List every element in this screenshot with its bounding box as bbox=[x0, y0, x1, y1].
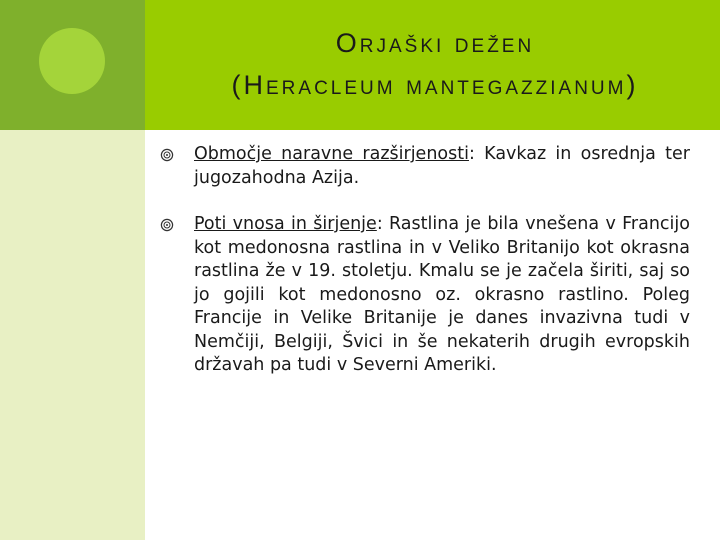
title-line-1: Orjaški dežen bbox=[335, 28, 535, 58]
bullet-item-range bbox=[160, 143, 690, 190]
title-bar bbox=[0, 0, 720, 130]
bullet-text: : Kavkaz in osrednja ter jugozahodna Azija. bbox=[194, 144, 690, 188]
bullet-heading: Poti vnosa in širjenje bbox=[194, 214, 377, 234]
bullet-text: : Rastlina je bila vnešena v Francijo kot medonosna rastlina in v Veliko Britanijo kot okrasna rastlina že v 19. stoletju. Kmalu se je začela širiti, saj so jo gojili kot medonosno oz. okrasno rastlino. Poleg Francije in Velike Britanije je danes invazivna tudi v Nemčiji, Belgiji, Švici in še nekaterih drugih evropskih državah pa tudi v Severni Ameriki. bbox=[194, 214, 690, 375]
bullet-item-introduction bbox=[160, 213, 690, 378]
decorative-circle bbox=[39, 28, 105, 94]
slide-title bbox=[150, 22, 720, 106]
bullet-heading: Območje naravne razširjenosti bbox=[194, 144, 469, 164]
slide-content bbox=[160, 143, 690, 401]
circle-bullet-icon bbox=[160, 218, 174, 232]
circle-bullet-icon bbox=[160, 148, 174, 162]
title-line-2: (Heracleum mantegazzianum) bbox=[231, 70, 639, 100]
